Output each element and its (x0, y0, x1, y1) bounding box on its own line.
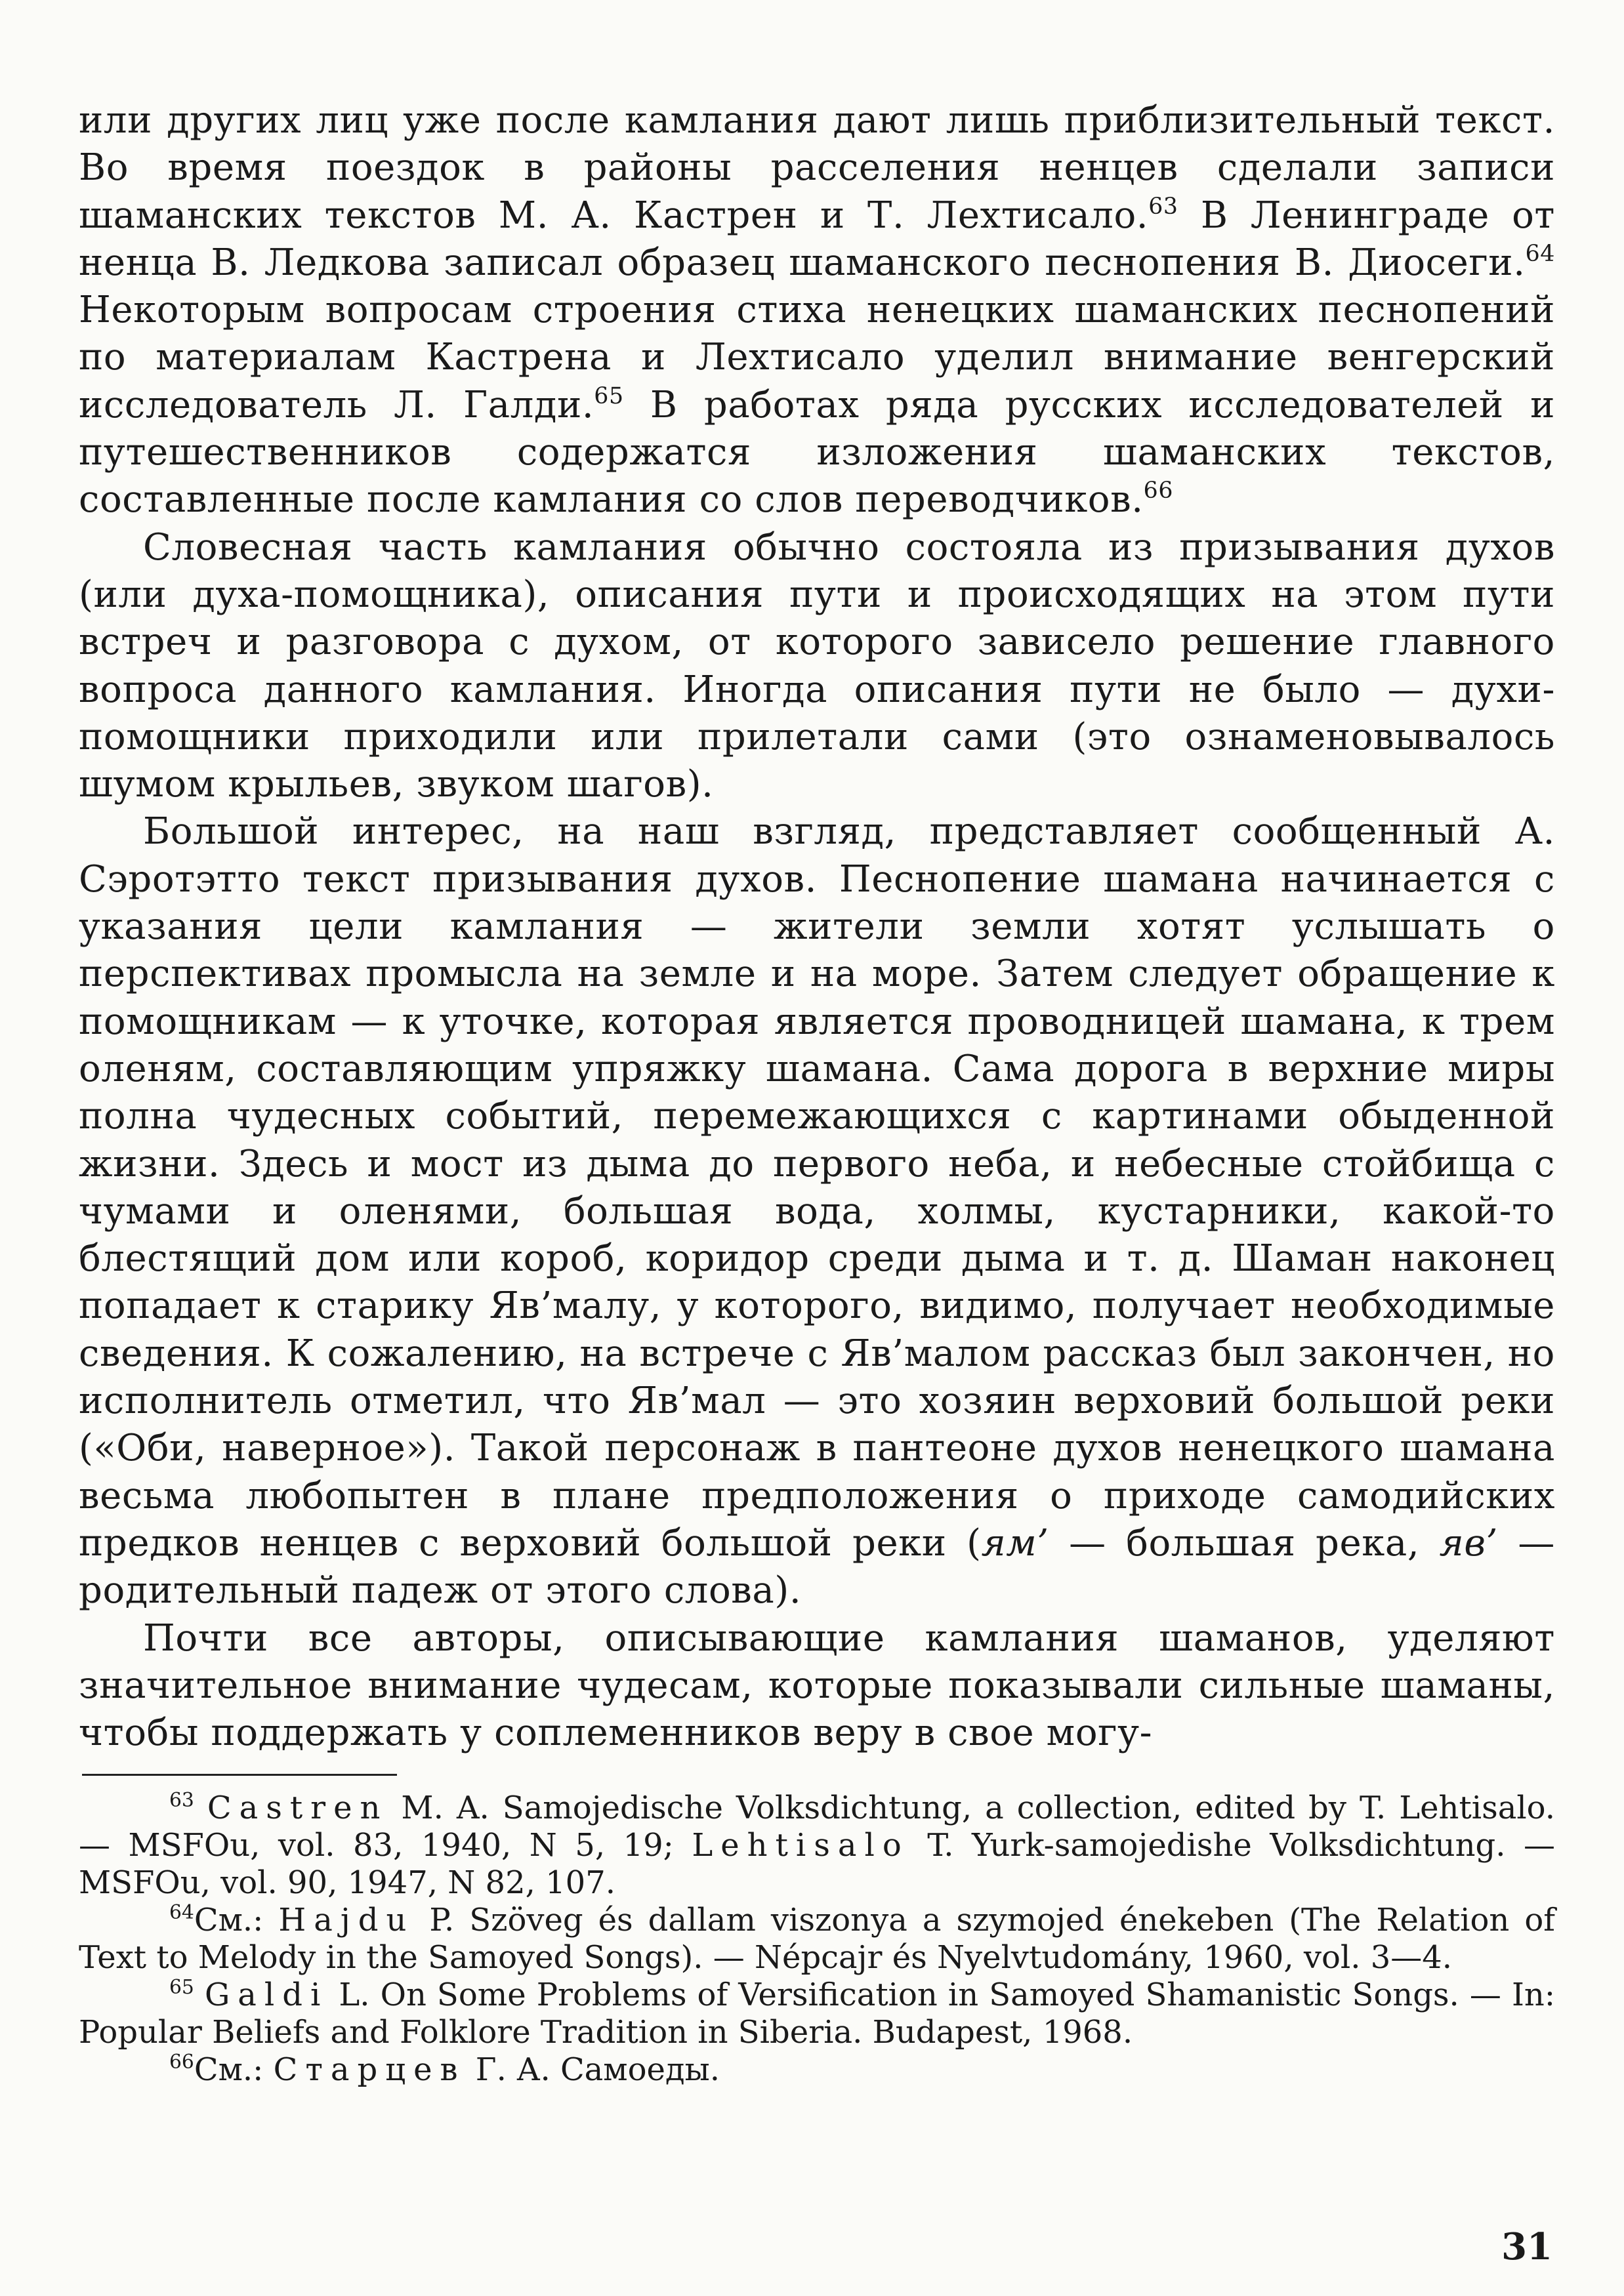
footnote-64 (79, 1902, 1555, 1977)
paragraph-1-part-2: В Ленинграде от ненца В. Ледкова записал образец шаманского песнопения В. Диосеги. (79, 194, 1556, 284)
footnote-number: 66 (169, 2051, 194, 2074)
paragraph-4-text: Почти все авторы, описывающие камлания шаманов, уделяют значительное внимание чудесам, которые показывали сильные шаманы, чтобы поддержать у соплеменников веру в свое могу- (79, 1616, 1555, 1755)
footnote-text: Г. А. Самоеды. (465, 2051, 720, 2088)
footnote-65 (79, 1977, 1555, 2051)
footnote-63 (79, 1790, 1555, 1902)
paragraph-1-part-1: или других лиц уже после камлания дают лишь приблизительный текст. Во время поездок в районы расселения ненцев сделали записи шаманских текстов М. А. Кастрен и Т. Лехтисало. (79, 99, 1555, 237)
page-number: 31 (1501, 2225, 1552, 2268)
paragraph-3-part-1: Большой интерес, на наш взгляд, представляет сообщенный А. Сэротэтто текст призывания духов. Песнопение шамана начинается с указания цели камлания — жители земли хотят услышать о перспективах промысла на земле и на море. Затем следует обращение к помощникам — к уточке, которая является проводницей шамана, к трем оленям, составляющим упряжку шамана. Сама дорога в верхние миры полна чудесных событий, перемежающихся с картинами обыденной жизни. Здесь и мост из дыма до первого неба, и небесные стойбища с чумами и оленями, большая вода, холмы, кустарники, какой-то блестящий дом или короб, коридор среди дыма и т. д. Шаман наконец попадает к старику Яв’малу, у которого, видимо, получает необходимые сведения. К сожалению, на встрече с Яв’малом рассказ был закончен, но исполнитель отметил, что Яв’мал — это хозяин верховий большой реки («Оби, наверное»). Такой персонаж в пантеоне духов ненецкого шамана весьма любопытен в плане предположения о приходе самодийских предков ненцев с верховий большой реки ( (79, 810, 1555, 1565)
footnote-separator (82, 1774, 397, 1776)
footnote-author: Старцев (273, 2051, 466, 2088)
footnote-author: Castren (207, 1790, 388, 1826)
footnote-number: 63 (169, 1789, 194, 1813)
paragraph-2-text: Словесная часть камлания обычно состояла из призывания духов (или духа-помощника), описания пути и происходящих на этом пути встреч и разговора с духом, от которого зависело решение главного вопроса данного камлания. Иногда описания пути не было — духи-помощники приходили или прилетали сами (это ознаменовывалось шумом крыльев, звуком шагов). (79, 525, 1555, 806)
paragraph-1 (79, 97, 1555, 524)
footnote-prefix: См.: (194, 1902, 279, 1938)
footnote-author: Hajdu (278, 1902, 415, 1938)
italic-term-yav: яв’ (1439, 1521, 1498, 1565)
paragraph-1-part-4: В работах ряда русских исследователей и путешественников содержатся изложения шаманских текстов, составленные после камлания со слов переводчиков. (79, 383, 1555, 522)
footnote-number: 65 (169, 1976, 194, 1999)
footnote-ref-64: 64 (1525, 241, 1555, 268)
footnote-ref-63: 63 (1148, 193, 1178, 220)
footnote-text: T. Yurk-samojedishe Volksdichtung. — MSFOu, vol. 90, 1947, N 82, 107. (79, 1827, 1556, 1901)
footnote-author: Galdi (204, 1977, 329, 2013)
footnote-text: L. On Some Problems of Versification in Samoyed Shamanistic Songs. — In: Popular Beliefs and Folklore Tradition in Siberia. Budapest, 1968. (79, 1977, 1556, 2051)
footnote-66 (79, 2051, 1555, 2089)
paragraph-3-part-3: — родительный падеж от этого слова). (79, 1521, 1555, 1612)
footnote-author: Lehtisalo (692, 1827, 909, 1864)
footnote-text: P. Szöveg és dallam viszonya a szymojed énekeben (The Relation of Text to Melody in the Samoyed Songs). — Népcajr és Nyelvtudomány, 1960, vol. 3—4. (79, 1902, 1556, 1976)
footnote-prefix: См.: (194, 2051, 274, 2088)
italic-term-yam: ям’ (981, 1521, 1049, 1565)
paragraph-2 (79, 524, 1555, 809)
footnote-number: 64 (169, 1901, 194, 1925)
footnote-ref-65: 65 (594, 382, 624, 409)
paragraph-1-part-3: Некоторым вопросам строения стиха ненецких шаманских песнопений по материалам Кастрена и Лехтисало уделил внимание венгерский исследователь Л. Галди. (79, 289, 1555, 426)
footnote-text: M. A. Samojedische Volksdichtung, a collection, edited by T. Lehtisalo. — MSFOu, vol. 83, 1940, N 5, 19; (79, 1790, 1555, 1864)
paragraph-3 (79, 808, 1555, 1614)
main-text (79, 97, 1555, 1757)
footnote-ref-66: 66 (1143, 478, 1174, 504)
footnotes (79, 1790, 1555, 2089)
paragraph-4 (79, 1615, 1555, 1757)
paragraph-3-part-2: — большая река, (1049, 1521, 1440, 1565)
